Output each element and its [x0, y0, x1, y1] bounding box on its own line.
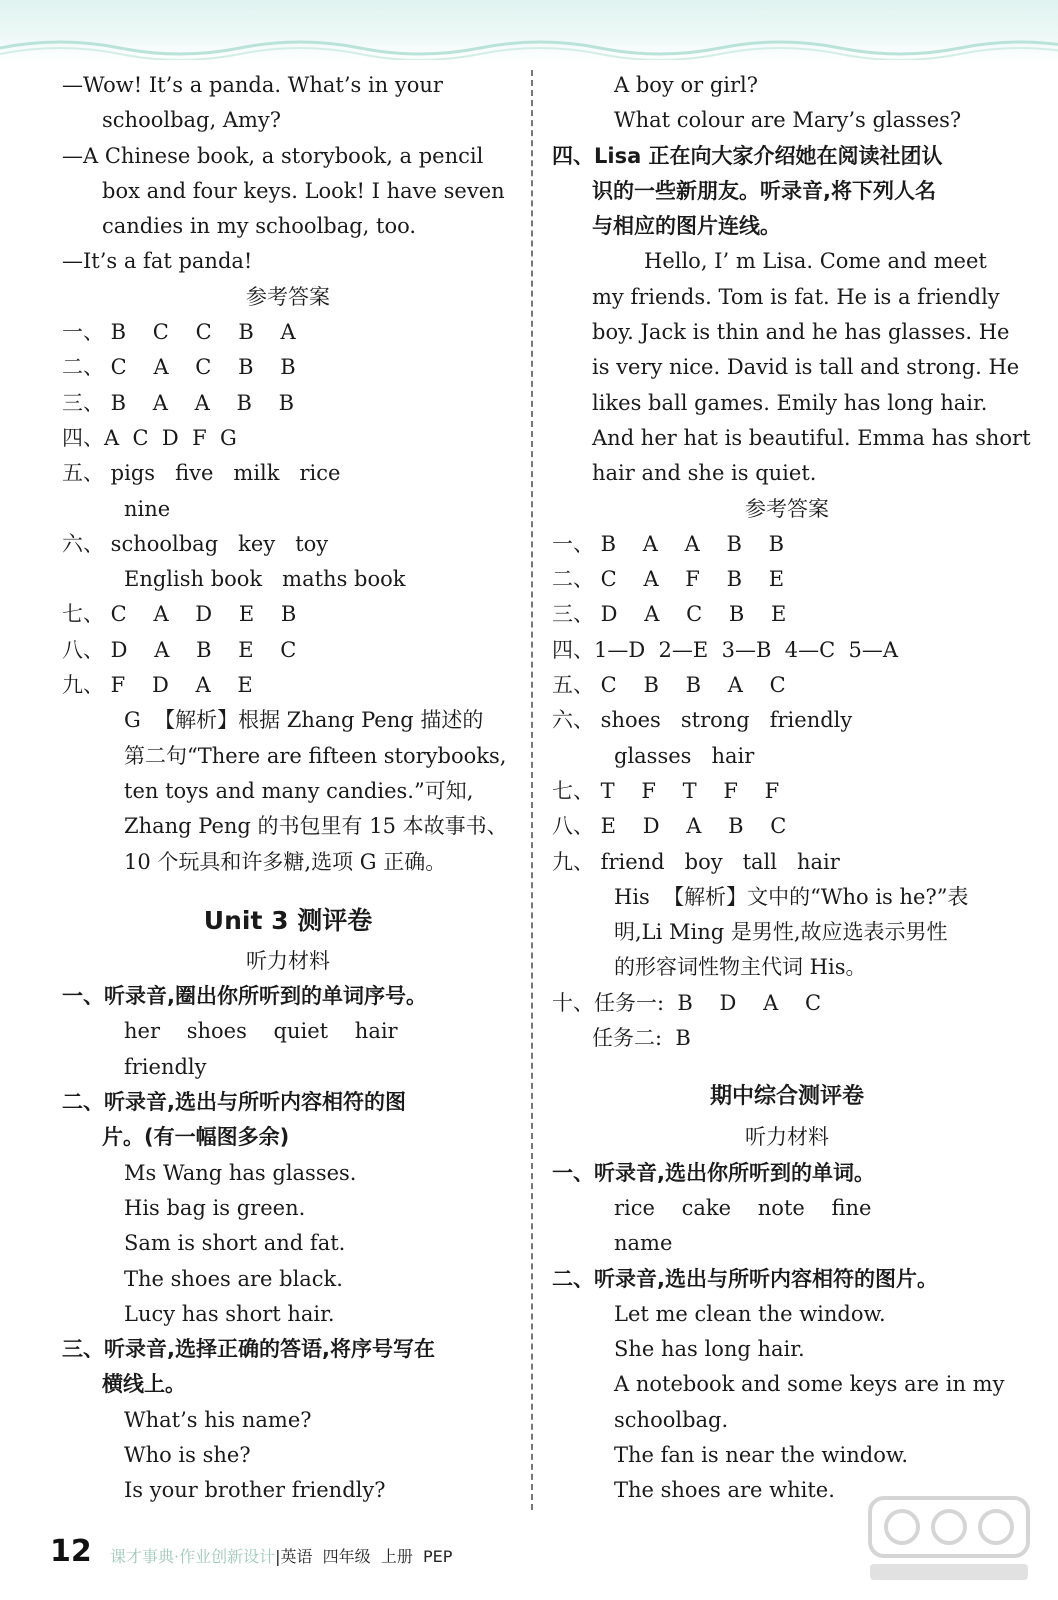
listening-sentence: What’s his name? [124, 1407, 312, 1432]
section-heading: 二、听录音,选出与所听内容相符的图片。 [552, 1266, 938, 1291]
answer-row: 二、 C A F B E [552, 567, 785, 592]
word-row: friendly [124, 1054, 207, 1079]
passage-line: hair and she is quiet. [592, 461, 817, 486]
analysis-line: G 【解析】根据 Zhang Peng 描述的 [124, 708, 484, 733]
answer-row: 四、1—D 2—E 3—B 4—C 5—A [552, 637, 899, 662]
listening-sentence: Sam is short and fat. [124, 1231, 346, 1256]
passage-line: And her hat is beautiful. Emma has short [592, 425, 1031, 450]
listening-sentence: Ms Wang has glasses. [124, 1160, 357, 1185]
answer-row: 三、 D A C B E [552, 602, 787, 627]
answers-heading: 参考答案 [745, 496, 829, 521]
answer-row: 三、 B A A B B [62, 390, 295, 415]
answer-row: 十、任务一: B D A C [552, 990, 822, 1015]
unit-title: Unit 3 测评卷 [203, 905, 373, 935]
listening-sentence: His bag is green. [124, 1195, 306, 1220]
section-heading: 一、听录音,选出你所听到的单词。 [552, 1160, 875, 1185]
dialogue-line: schoolbag, Amy? [102, 108, 282, 133]
section-heading: 与相应的图片连线。 [592, 214, 781, 239]
listening-sentence: Is your brother friendly? [124, 1478, 386, 1503]
answer-row: 七、 C A D E B [62, 602, 297, 627]
answer-row: English book maths book [124, 567, 406, 592]
section-heading: 二、听录音,选出与所听内容相符的图 [62, 1090, 406, 1115]
analysis-line: 明,Li Ming 是男性,故应选表示男性 [614, 920, 948, 945]
column-divider [531, 70, 533, 1510]
section-heading: 识的一些新朋友。听录音,将下列人名 [592, 178, 936, 203]
passage-line: is very nice. David is tall and strong. He [592, 355, 1020, 380]
answer-row: 二、 C A C B B [62, 355, 296, 380]
listening-sentence: What colour are Mary’s glasses? [614, 108, 962, 133]
dialogue-line: —It’s a fat panda! [62, 249, 253, 274]
listening-sentence: Let me clean the window. [614, 1301, 886, 1326]
listening-sentence: Lucy has short hair. [124, 1301, 335, 1326]
analysis-line: Zhang Peng 的书包里有 15 本故事书、 [124, 814, 508, 839]
analysis-line: His 【解析】文中的“Who is he?”表 [614, 884, 969, 909]
footer-text [110, 1544, 452, 1567]
listening-sentence: Who is she? [124, 1442, 251, 1467]
answer-row: glasses hair [614, 743, 755, 768]
answer-row: 五、 pigs five milk rice [62, 461, 341, 486]
listening-sentence: schoolbag. [614, 1407, 729, 1432]
wave-decoration [0, 34, 1058, 60]
word-row: name [614, 1231, 673, 1256]
answer-row: 六、 shoes strong friendly [552, 708, 853, 733]
answer-row: 七、 T F T F F [552, 778, 780, 803]
right-column [552, 68, 1031, 1509]
listening-sentence: She has long hair. [614, 1337, 805, 1362]
section-heading: 片。(有一幅图多余) [102, 1125, 290, 1150]
left-column [62, 68, 514, 1509]
answer-row: nine [124, 496, 171, 521]
passage-line: Hello, I’ m Lisa. Come and meet [644, 249, 987, 274]
passage-line: my friends. Tom is fat. He is a friendly [592, 284, 1000, 309]
series-name: 课才事典·作业创新设计 [110, 1547, 276, 1566]
passage-line: boy. Jack is thin and he has glasses. He [592, 320, 1010, 345]
top-decoration-band [0, 0, 1058, 62]
midterm-title: 期中综合测评卷 [709, 1084, 864, 1110]
answer-row: 九、 friend boy tall hair [552, 849, 840, 874]
listening-heading: 听力材料 [745, 1125, 829, 1150]
answer-row: 一、 B C C B A [62, 320, 296, 345]
dialogue-line: —Wow! It’s a panda. What’s in your [62, 73, 443, 97]
dialogue-line: candies in my schoolbag, too. [102, 214, 417, 239]
section-heading: 四、Lisa 正在向大家介绍她在阅读社团认 [552, 143, 943, 168]
watermark-logo [864, 1488, 1034, 1588]
listening-sentence: A notebook and some keys are in my [614, 1372, 1005, 1397]
answers-heading: 参考答案 [246, 284, 330, 309]
answer-row: 九、 F D A E [62, 673, 253, 698]
answer-row: 五、 C B B A C [552, 673, 786, 698]
dialogue-line: box and four keys. Look! I have seven [102, 178, 505, 203]
listening-heading: 听力材料 [246, 948, 330, 973]
section-heading: 横线上。 [102, 1372, 186, 1397]
passage-line: likes ball games. Emily has long hair. [592, 390, 988, 415]
dialogue-line: —A Chinese book, a storybook, a pencil [62, 143, 484, 168]
analysis-line: 第二句“There are fifteen storybooks, [124, 743, 507, 768]
word-row: her shoes quiet hair [124, 1019, 398, 1044]
listening-sentence: A boy or girl? [614, 73, 758, 97]
analysis-line: ten toys and many candies.”可知, [124, 778, 474, 803]
section-heading: 一、听录音,圈出你所听到的单词序号。 [62, 984, 427, 1009]
listening-sentence: The shoes are black. [124, 1266, 343, 1291]
section-heading: 三、听录音,选择正确的答语,将序号写在 [62, 1337, 435, 1362]
page-footer [50, 1534, 650, 1574]
analysis-line: 10 个玩具和许多糖,选项 G 正确。 [124, 849, 447, 874]
answer-row: 六、 schoolbag key toy [62, 531, 329, 556]
answer-row: 任务二: B [592, 1026, 691, 1051]
analysis-line: 的形容词性物主代词 His。 [614, 955, 867, 980]
answer-row: 一、 B A A B B [552, 531, 785, 556]
answer-row: 八、 D A B E C [62, 637, 297, 662]
word-row: rice cake note fine [614, 1195, 872, 1220]
subject-info: |英语 四年级 上册 PEP [275, 1547, 453, 1566]
answer-row: 四、A C D F G [62, 425, 237, 450]
answer-row: 八、 E D A B C [552, 814, 787, 839]
listening-sentence: The shoes are white. [614, 1478, 835, 1503]
page-number: 12 [50, 1534, 92, 1569]
listening-sentence: The fan is near the window. [614, 1442, 909, 1467]
